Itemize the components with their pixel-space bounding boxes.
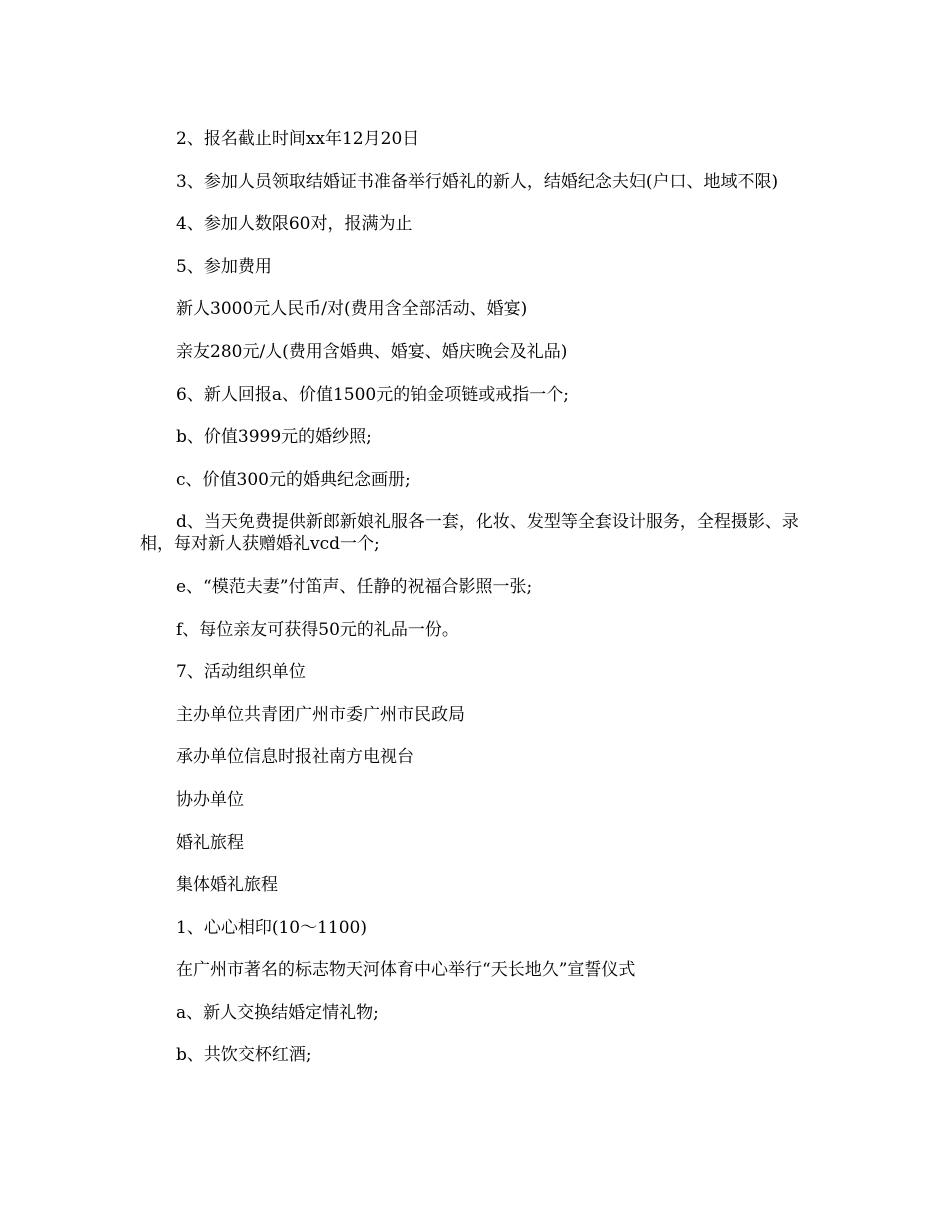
paragraph-couple-fee: 新人3000元人民币/对(费用含全部活动、婚宴)	[176, 299, 528, 320]
paragraph-co-organizer: 协办单位	[176, 789, 244, 810]
paragraph-fees-heading: 5、参加费用	[176, 256, 272, 277]
paragraph-registration-deadline: 2、报名截止时间xx年12月20日	[176, 129, 420, 149]
paragraph-organizer: 承办单位信息时报社南方电视台	[176, 747, 414, 768]
paragraph-organizers-heading: 7、活动组织单位	[176, 662, 306, 683]
paragraph-participant-limit: 4、参加人数限60对，报满为止	[176, 214, 413, 235]
paragraph-group-wedding-journey: 集体婚礼旅程	[176, 875, 278, 896]
paragraph-wedding-journey: 婚礼旅程	[176, 832, 244, 853]
paragraph-rewards-b: b、价值3999元的婚纱照;	[176, 427, 372, 448]
paragraph-ceremony-location: 在广州市著名的标志物天河体育中心举行“天长地久”宣誓仪式	[176, 960, 636, 981]
paragraph-rewards-c: c、价值300元的婚典纪念画册;	[176, 469, 411, 490]
paragraph-step-1: 1、心心相印(10～1100)	[176, 917, 367, 938]
paragraph-rewards-f: f、每位亲友可获得50元的礼品一份。	[176, 619, 459, 640]
paragraph-rewards-d: d、当天免费提供新郎新娘礼服各一套，化妆、发型等全套设计服务，全程摄影、录相，每对新人获赠婚礼vcd一个;	[140, 512, 799, 555]
paragraph-rewards-a: 6、新人回报a、价值1500元的铂金项链或戒指一个;	[176, 384, 569, 405]
paragraph-host: 主办单位共青团广州市委广州市民政局	[176, 704, 465, 725]
paragraph-ceremony-b: b、共饮交杯红酒;	[176, 1045, 312, 1066]
paragraph-rewards-e: e、“模范夫妻”付笛声、任静的祝福合影照一张;	[176, 576, 533, 597]
paragraph-participants: 3、参加人员领取结婚证书准备举行婚礼的新人，结婚纪念夫妇(户口、地域不限)	[176, 171, 779, 192]
paragraph-guest-fee: 亲友280元/人(费用含婚典、婚宴、婚庆晚会及礼品)	[176, 341, 568, 362]
document-body	[140, 128, 815, 1087]
paragraph-ceremony-a: a、新人交换结婚定情礼物;	[176, 1002, 379, 1023]
